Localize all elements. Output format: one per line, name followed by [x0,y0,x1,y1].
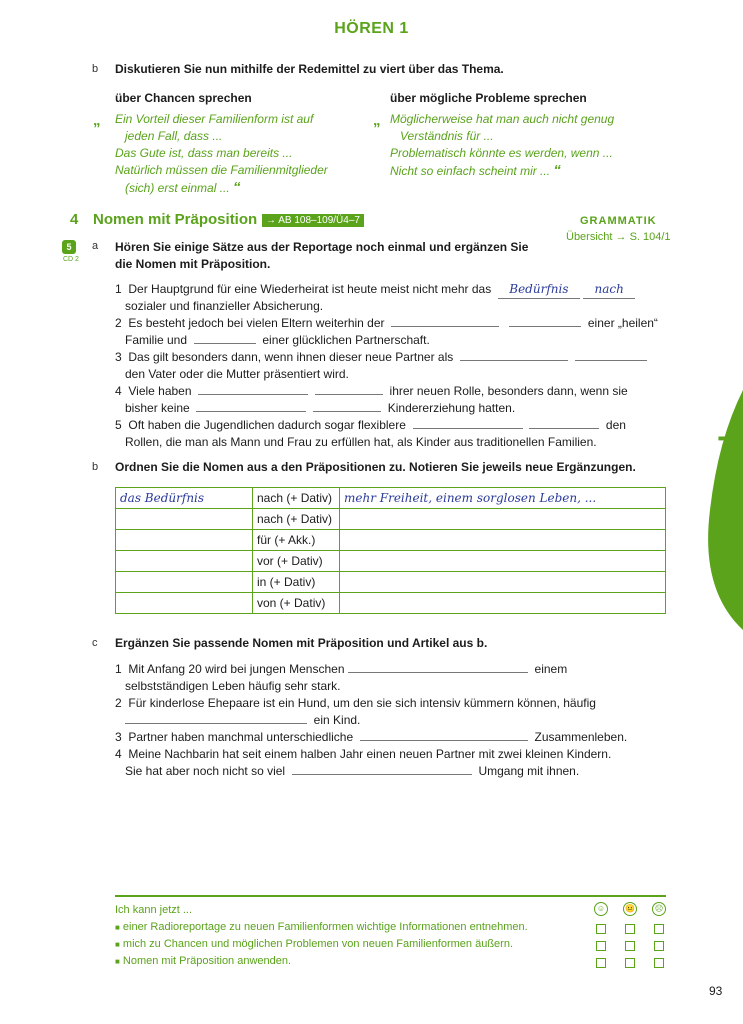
cd-label: CD 2 [63,256,79,263]
table-cell-examples[interactable] [340,530,666,551]
phrase-list-chances: Ein Vorteil dieser Familienform ist auf jeden Fall, dass ... Das Gute ist, dass man bereits ... Natürlich müssen die Familienmitglieder (sich) erst einmal ... “ [115,112,328,196]
workbook-reference: → AB 108–109/Ü4–7 [262,214,364,227]
checkbox[interactable] [654,924,664,934]
answer-field[interactable] [125,723,307,724]
item-c4: 4 Meine Nachbarin hat seit einem halben Jahr einen neuen Partner mit zwei kleinen Kindern. [115,747,612,761]
table-cell-preposition: in (+ Dativ) [253,572,340,593]
table-cell-preposition: nach (+ Dativ) [253,509,340,530]
answer-field[interactable] [529,428,599,429]
uebersicht-reference: Übersicht → S. 104/1 [566,231,671,243]
cd-track-icon: 5 [62,240,76,254]
list-item: ■ einer Radioreportage zu neuen Familienformen wichtige Informationen entnehmen. [115,921,528,933]
checkbox-column-bad [654,922,664,973]
answer-field[interactable] [509,326,581,327]
item-3: 3 Das gilt besonders dann, wenn ihnen dieser neue Partner als [115,349,647,366]
exercise-letter: b [92,461,99,473]
item-c2: 2 Für kinderlose Ehepaare ist ein Hund, um den sie sich intensiv kümmern können, häufig [115,696,596,710]
open-quote: „ [93,112,101,129]
column-heading-chances: über Chancen sprechen [115,91,252,105]
table-row [116,593,666,614]
exercise-letter: a [92,240,99,252]
table-cell-noun[interactable] [116,509,253,530]
exercise-letter: c [92,637,98,649]
item-5: 5 Oft haben die Jugendlichen dadurch sogar flexiblere den [115,418,626,432]
answer-field[interactable]: nach [583,281,635,299]
grammatik-label: GRAMMATIK [580,215,657,227]
self-check-heading: Ich kann jetzt ... [115,904,193,916]
chapter-tab [700,380,743,630]
table-row [116,509,666,530]
chapter-tab-shape [708,390,743,630]
answer-field[interactable] [292,774,472,775]
answer-field[interactable] [413,428,523,429]
table-cell-noun[interactable] [116,551,253,572]
table-cell-examples[interactable] [340,572,666,593]
answer-field[interactable] [460,360,568,361]
table-cell-preposition: vor (+ Dativ) [253,551,340,572]
self-check-divider [115,895,666,897]
checkbox[interactable] [625,924,635,934]
item-c1: 1 Mit Anfang 20 wird bei jungen Menschen einem [115,662,568,676]
item-4: 4 Viele haben ihrer neuen Rolle, besonders dann, wenn sie [115,384,628,398]
list-item: ■ mich zu Chancen und möglichen Problemen von neuen Familienformen äußern. [115,938,514,950]
item-c3: 3 Partner haben manchmal unterschiedliche Zusammenleben. [115,730,628,744]
column-heading-problems: über mögliche Probleme sprechen [390,91,587,105]
checkbox[interactable] [596,941,606,951]
table-cell-examples[interactable] [340,593,666,614]
answer-field[interactable] [575,360,647,361]
checkbox-column-good [596,922,606,973]
exercise-letter: b [92,63,99,75]
checkbox[interactable] [625,941,635,951]
smiley-good-icon: ☺ [594,902,608,916]
table-cell-examples[interactable] [340,509,666,530]
table-cell-preposition: nach (+ Dativ) [253,488,340,509]
table-cell-noun[interactable] [116,572,253,593]
table-cell-examples[interactable] [340,551,666,572]
table-cell-preposition: für (+ Akk.) [253,530,340,551]
checkbox[interactable] [625,958,635,968]
section-title: Nomen mit Präposition [93,211,258,228]
exercise-instruction: Ergänzen Sie passende Nomen mit Präposition und Artikel aus b. [115,636,488,650]
answer-field[interactable]: Bedürfnis [498,281,580,299]
close-quote: “ [233,179,241,196]
table-cell-noun[interactable] [116,593,253,614]
checkbox[interactable] [654,941,664,951]
item-c1-cont: selbstständigen Leben häufig sehr stark. [125,679,341,693]
item-5-cont: Rollen, die man als Mann und Frau zu erfüllen hat, als Kinder aus traditionellen Familien. [125,435,597,449]
table-cell-examples[interactable]: mehr Freiheit, einem sorglosen Leben, ... [340,488,666,509]
answer-field[interactable] [196,411,306,412]
answer-field[interactable] [348,672,528,673]
smiley-neutral-icon: 😐 [623,902,637,916]
answer-field[interactable] [360,740,528,741]
answer-field[interactable] [194,343,256,344]
chapter-number: 7 [717,430,736,468]
list-item: ■ Nomen mit Präposition anwenden. [115,955,292,967]
table-row [116,572,666,593]
answer-field[interactable] [198,394,308,395]
exercise-instruction: Hören Sie einige Sätze aus der Reportage noch einmal und ergänzen Sie die Nomen mit Präposition. [115,240,529,271]
item-3-cont: den Vater oder die Mutter präsentiert wird. [125,367,349,381]
table-row [116,488,666,509]
preposition-table [115,487,666,614]
page-number: 93 [709,984,723,998]
answer-field[interactable] [315,394,383,395]
checkbox[interactable] [654,958,664,968]
answer-field[interactable] [313,411,381,412]
item-2: 2 Es besteht jedoch bei vielen Eltern weiterhin der einer „heilen“ [115,316,658,330]
item-2-cont: Familie und einer glücklichen Partnerschaft. [125,333,430,347]
phrase-list-problems: Möglicherweise hat man auch nicht genug Verständnis für ... Problematisch könnte es werden, wenn ... Nicht so einfach scheint mir ... “ [390,112,615,179]
answer-field[interactable] [391,326,499,327]
table-cell-preposition: von (+ Dativ) [253,593,340,614]
self-check-list [115,919,528,970]
close-quote: “ [553,162,561,179]
item-1: 1 Der Hauptgrund für eine Wiederheirat ist heute meist nicht mehr das Bedürfnis nach [115,281,635,299]
checkbox-column-neutral [625,922,635,973]
item-c4-cont: Sie hat aber noch nicht so viel Umgang mit ihnen. [125,764,580,778]
open-quote: „ [373,112,381,129]
item-c2-cont: ein Kind. [125,712,360,729]
section-number: 4 [70,211,79,228]
exercise-instruction: Diskutieren Sie nun mithilfe der Redemittel zu viert über das Thema. [115,62,504,76]
table-row [116,530,666,551]
exercise-instruction: Ordnen Sie die Nomen aus a den Präpositionen zu. Notieren Sie jeweils neue Ergänzungen. [115,460,636,474]
page-title: HÖREN 1 [334,20,409,37]
item-4-cont: bisher keine Kindererziehung hatten. [125,401,516,415]
table-cell-noun[interactable]: das Bedürfnis [116,488,253,509]
table-cell-noun[interactable] [116,530,253,551]
checkbox[interactable] [596,958,606,968]
item-1-cont: sozialer und finanzieller Absicherung. [125,299,324,313]
smiley-bad-icon: ☹ [652,902,666,916]
checkbox[interactable] [596,924,606,934]
table-row [116,551,666,572]
